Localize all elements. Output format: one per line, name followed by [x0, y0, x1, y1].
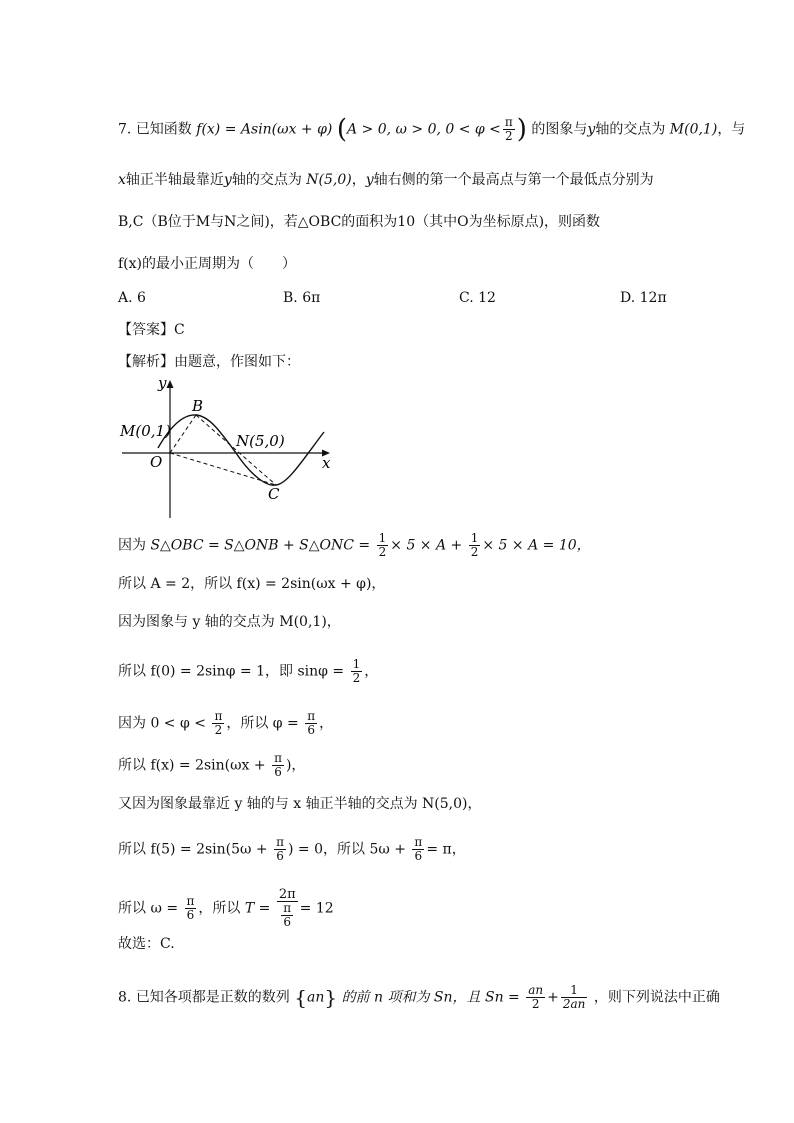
fraction: $\frac{\pi}{6}$ — [414, 835, 423, 863]
label-b: B — [192, 397, 204, 415]
sol-line8 — [118, 836, 466, 863]
q7-text: ， — [351, 172, 366, 188]
q7-text: 轴的交点为 — [595, 121, 666, 138]
q7-var: y — [587, 121, 596, 138]
sol-line10: 故选：C. — [118, 936, 175, 952]
sol-line7: 又因为图象最靠近 y 轴的与 x 轴正半轴的交点为 N(5,0)， — [118, 796, 482, 812]
q7-point-m: M(0,1) — [669, 121, 718, 138]
fraction: $\frac{1}{2}$ — [352, 657, 361, 685]
option-d: D. 12π — [620, 290, 667, 306]
q8-sequence: an — [307, 989, 325, 1006]
sol-text: 所以 f(0) = 2sinφ = 1，即 sinφ = — [118, 663, 345, 680]
fraction: $\frac{\pi}{6}$ — [186, 894, 195, 922]
brace-close: } — [324, 985, 338, 1010]
q7-text: 轴右侧的第一个最高点与第一个最低点分别为 — [373, 172, 654, 188]
sol-text: ，所以 — [198, 900, 241, 917]
period-fraction: $\frac{2\pi}{\frac{\pi}{6}}$ — [278, 887, 296, 929]
q7-line1 — [118, 116, 745, 143]
paren-close: ) — [516, 114, 527, 145]
label-m: M(0,1) — [120, 422, 171, 440]
q7-number: 7. — [118, 121, 132, 138]
label-x: x — [322, 454, 331, 472]
half-fraction: $\frac{1}{2}$ — [470, 531, 479, 559]
q8-number: 8. — [118, 989, 132, 1006]
sol-period: T = — [244, 900, 271, 917]
plus-sign: + — [547, 989, 559, 1006]
fraction: $\frac{\pi}{6}$ — [274, 751, 282, 779]
sol-text: ，所以 φ = — [226, 715, 299, 732]
q8-line1 — [118, 984, 720, 1011]
sine-curve — [158, 415, 324, 485]
sol-text: = π， — [426, 841, 466, 858]
y-axis-arrow — [167, 380, 174, 388]
sol-text: 因为 0 < φ < — [118, 715, 206, 732]
fraction: $\frac{an}{2}$ — [528, 983, 544, 1011]
sol-text: ) = 0，所以 5ω + — [288, 841, 406, 858]
sol-line4 — [118, 658, 378, 685]
sol-line9 — [118, 888, 334, 929]
q7-line3: B,C（B位于M与N之间)，若△OBC的面积为10（其中O为坐标原点)，则函数 — [118, 214, 601, 230]
q7-text: ，与 — [717, 121, 746, 138]
q8-text: 已知各项都是正数的数列 — [135, 989, 290, 1006]
sol-text: ， — [319, 715, 334, 732]
option-a: A. 6 — [118, 290, 146, 306]
q7-function: f(x) = Asin(ωx + φ) — [196, 121, 333, 138]
sol-line1 — [118, 532, 591, 559]
q8-text: ，则下列说法中正确 — [593, 989, 720, 1006]
sol-text: × 5 × A = 10， — [482, 537, 591, 554]
sol-text: 所以 ω = — [118, 900, 179, 917]
half-fraction: $\frac{1}{2}$ — [378, 531, 387, 559]
sol-line6 — [118, 752, 305, 779]
q7-text: 已知函数 — [135, 121, 192, 138]
dashed-oc — [170, 453, 276, 485]
analysis-heading: 【解析】由题意，作图如下： — [118, 354, 300, 370]
fraction: $\frac{\pi}{6}$ — [276, 835, 284, 863]
label-n: N(5,0) — [236, 432, 285, 450]
answer: 【答案】C — [118, 322, 185, 338]
sol-text: 因为 — [118, 537, 146, 554]
q8-text: 的前 n 项和为 Sn，且 Sn = — [341, 989, 520, 1006]
q7-var: y — [365, 172, 374, 188]
q7-text: 轴的交点为 — [231, 172, 302, 188]
sine-graph-figure — [118, 374, 338, 522]
label-o: O — [150, 453, 163, 471]
q7-text: 的图象与 — [531, 121, 588, 138]
fraction: $\frac{1}{2an}$ — [562, 983, 586, 1011]
q7-text: 轴正半轴最靠近 — [125, 172, 224, 188]
sol-line2: 所以 A = 2，所以 f(x) = 2sin(ωx + φ)， — [118, 576, 386, 592]
sol-text: 所以 f(5) = 2sin(5ω + — [118, 841, 268, 858]
sol-text: 所以 f(x) = 2sin(ωx + — [118, 757, 266, 774]
q7-point-n: N(5,0) — [306, 172, 352, 188]
dashed-ob — [170, 415, 196, 453]
q7-line2 — [118, 170, 654, 190]
fraction: $\frac{\pi}{2}$ — [214, 709, 223, 737]
sol-line5 — [118, 710, 333, 737]
fraction: $\frac{\pi}{6}$ — [307, 709, 316, 737]
q7-var: x — [118, 172, 126, 188]
sol-area-eq: S△OBC = S△ONB + S△ONC = — [150, 537, 371, 554]
pi-over-2: $\frac{\pi}{2}$ — [504, 115, 513, 143]
label-y: y — [158, 374, 167, 392]
brace-open: { — [294, 985, 307, 1010]
sol-text: ， — [364, 663, 379, 680]
option-b: B. 6π — [283, 290, 321, 306]
q7-var: y — [223, 172, 232, 188]
sol-text: )， — [285, 757, 306, 774]
option-c: C. 12 — [459, 290, 496, 306]
q7-condition: A > 0, ω > 0, 0 < φ < — [346, 121, 501, 138]
q7-line4: f(x)的最小正周期为（ ） — [118, 256, 297, 272]
dashed-bc — [196, 415, 276, 485]
sol-line3: 因为图象与 y 轴的交点为 M(0,1)， — [118, 614, 341, 630]
paren-open: ( — [336, 114, 347, 145]
sol-text: = 12 — [299, 900, 334, 917]
sol-text: × 5 × A + — [390, 537, 463, 554]
label-c: C — [268, 485, 280, 503]
